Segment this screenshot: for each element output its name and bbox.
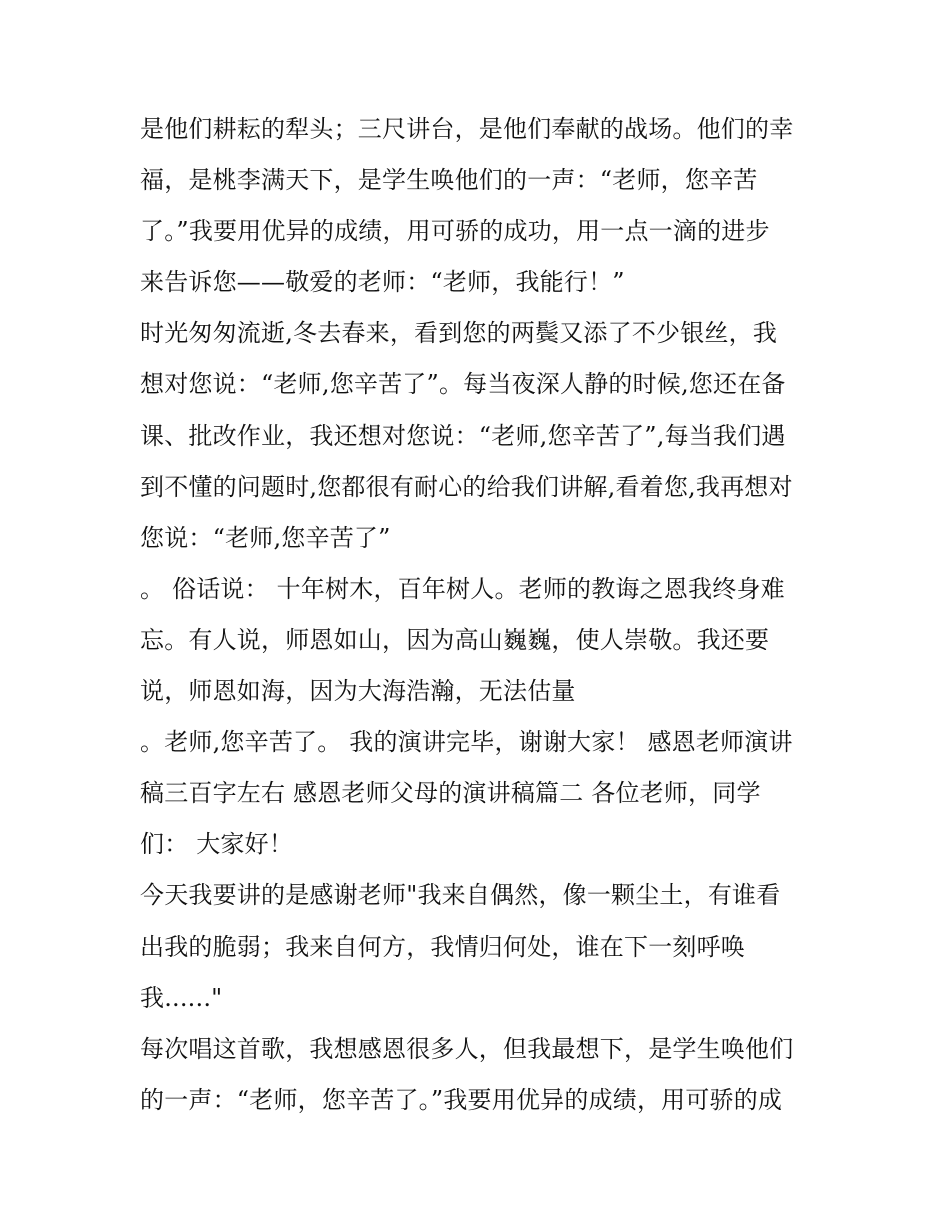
text-line: 每次唱这首歌，我想感恩很多人，但我最想下，是学生唤他们 bbox=[140, 1034, 794, 1063]
text-line: 我......" bbox=[140, 983, 223, 1012]
text-line: 的一声：“老师，您辛苦了。”我要用优异的成绩，用可骄的成 bbox=[140, 1085, 783, 1114]
text-line: 今天我要讲的是感谢老师"我来自偶然，像一颗尘土，有谁看 bbox=[140, 881, 781, 910]
text-line: 。 俗话说： 十年树木，百年树人。老师的教诲之恩我终身难 bbox=[140, 574, 785, 603]
text-line: 是他们耕耘的犁头；三尺讲台，是他们奉献的战场。他们的幸 bbox=[140, 115, 794, 143]
text-line: 忘。有人说，师恩如山，因为高山巍巍，使人崇敬。我还要 bbox=[140, 625, 770, 654]
text-line: 您说：“老师,您辛苦了” bbox=[140, 523, 391, 552]
text-line: 。老师,您辛苦了。 我的演讲完毕，谢谢大家！ 感恩老师演讲 bbox=[140, 728, 793, 757]
text-line: 到不懂的问题时,您都很有耐心的给我们讲解,看着您,我再想对 bbox=[140, 472, 793, 501]
text-line: 稿三百字左右 感恩老师父母的演讲稿篇二 各位老师，同学 bbox=[140, 779, 761, 808]
text-line: 福，是桃李满天下，是学生唤他们的一声：“老师，您辛苦 bbox=[140, 166, 758, 195]
text-line: 想对您说：“老师,您辛苦了”。每当夜深人静的时候,您还在备 bbox=[140, 370, 786, 399]
text-line: 出我的脆弱；我来自何方，我情归何处，谁在下一刻呼唤 bbox=[140, 932, 745, 961]
text-line: 时光匆匆流逝,冬去春来，看到您的两鬓又添了不少银丝，我 bbox=[140, 319, 778, 348]
text-line: 课、批改作业，我还想对您说：“老师,您辛苦了”,每当我们遇 bbox=[140, 421, 786, 450]
text-line: 说，师恩如海，因为大海浩瀚，无法估量 bbox=[140, 677, 576, 706]
text-line: 了。”我要用优异的成绩，用可骄的成功，用一点一滴的进步 bbox=[140, 217, 770, 246]
document-body bbox=[140, 104, 830, 1126]
text-line: 们： 大家好！ bbox=[140, 830, 294, 859]
text-line: 来告诉您——敬爱的老师：“老师，我能行！” bbox=[140, 268, 625, 297]
